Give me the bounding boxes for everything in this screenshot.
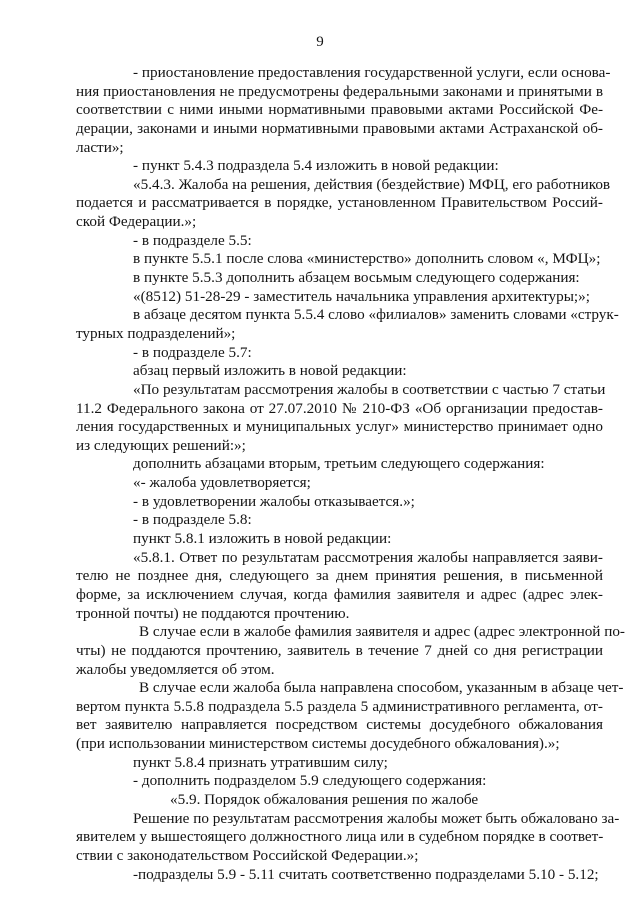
text-line: «5.9. Порядок обжалования решения по жалобе	[170, 790, 479, 808]
text-line: соответствии с ними иными нормативными правовыми актами Российской Фе-	[76, 101, 603, 119]
text-line: (при использовании министерством системы досудебного обжалования).»;	[76, 735, 560, 753]
text-line: явителем у вышестоящего должностного лица или в судебном порядке в соответ-	[76, 828, 604, 846]
text-line: В случае если в жалобе фамилия заявителя и адрес (адрес электронной по-	[139, 623, 625, 641]
text-line: -подразделы 5.9 - 5.11 считать соответственно подразделами 5.10 - 5.12;	[133, 865, 599, 883]
text-line: ласти»;	[76, 138, 124, 156]
text-line: жалобы уведомляется об этом.	[76, 660, 275, 678]
text-line: абзац первый изложить в новой редакции:	[133, 362, 407, 380]
text-line: - в подразделе 5.5:	[133, 231, 252, 249]
text-line: ления государственных и муниципальных услуг» министерство принимает одно	[76, 418, 603, 436]
text-line: чты) не поддаются прочтению, заявитель в течение 7 дней со дня регистрации	[76, 641, 603, 659]
text-line: пункт 5.8.1 изложить в новой редакции:	[133, 530, 392, 548]
text-line: Решение по результатам рассмотрения жалобы может быть обжаловано за-	[133, 809, 620, 827]
text-line: ствии с законодательством Российской Федерации.»;	[76, 846, 419, 864]
text-line: в пункте 5.5.1 после слова «министерство» дополнить словом «, МФЦ»;	[133, 250, 601, 268]
text-line: вертом пункта 5.5.8 подраздела 5.5 раздела 5 административного регламента, от-	[76, 697, 603, 715]
page-number: 9	[316, 34, 324, 50]
text-line: 11.2 Федерального закона от 27.07.2010 № 210-ФЗ «Об организации предостав-	[76, 399, 603, 417]
text-line: «5.4.3. Жалоба на решения, действия (бездействие) МФЦ, его работников	[133, 175, 611, 193]
text-line: телю не позднее дня, следующего за днем принятия решения, в письменной	[76, 567, 603, 585]
text-line: «- жалоба удовлетворяется;	[133, 474, 311, 492]
text-line: тронной почты) не поддаются прочтению.	[76, 604, 350, 622]
text-line: - в подразделе 5.8:	[133, 511, 252, 529]
text-line: вет заявителю направляется посредством системы досудебного обжалования	[76, 716, 603, 734]
text-line: - пункт 5.4.3 подраздела 5.4 изложить в новой редакции:	[133, 157, 499, 175]
text-line: «(8512) 51-28-29 - заместитель начальника управления архитектуры;»;	[133, 287, 590, 305]
text-line: В случае если жалоба была направлена способом, указанным в абзаце чет-	[139, 679, 624, 697]
text-line: в абзаце десятом пункта 5.5.4 слово «филиалов» заменить словами «струк-	[133, 306, 619, 324]
document-body	[76, 64, 625, 884]
text-line: - в подразделе 5.7:	[133, 343, 252, 361]
text-line: - в удовлетворении жалобы отказывается.»;	[133, 492, 415, 510]
text-line: турных подразделений»;	[76, 324, 236, 342]
text-line: - приостановление предоставления государственной услуги, если основа-	[133, 64, 611, 81]
text-line: дерации, законами и иными нормативными правовыми актами Астраханской об-	[76, 119, 603, 137]
text-line: «5.8.1. Ответ по результатам рассмотрения жалобы направляется заяви-	[133, 548, 603, 566]
text-line: пункт 5.8.4 признать утратившим силу;	[133, 753, 388, 771]
text-line: в пункте 5.5.3 дополнить абзацем восьмым следующего содержания:	[133, 269, 580, 287]
text-line: ской Федерации.»;	[76, 213, 197, 231]
text-line: подается и рассматривается в порядке, установленном Правительством Россий-	[76, 194, 603, 212]
text-line: форме, за исключением случая, когда фамилия заявителя и адрес (адрес элек-	[76, 585, 603, 603]
text-line: дополнить абзацами вторым, третьим следующего содержания:	[133, 455, 545, 473]
text-line: - дополнить подразделом 5.9 следующего содержания:	[133, 772, 487, 790]
text-line: из следующих решений:»;	[76, 436, 246, 454]
text-line: «По результатам рассмотрения жалобы в соответствии с частью 7 статьи	[133, 380, 606, 398]
text-line: ния приостановления не предусмотрены федеральными законами и принятыми в	[76, 82, 603, 100]
